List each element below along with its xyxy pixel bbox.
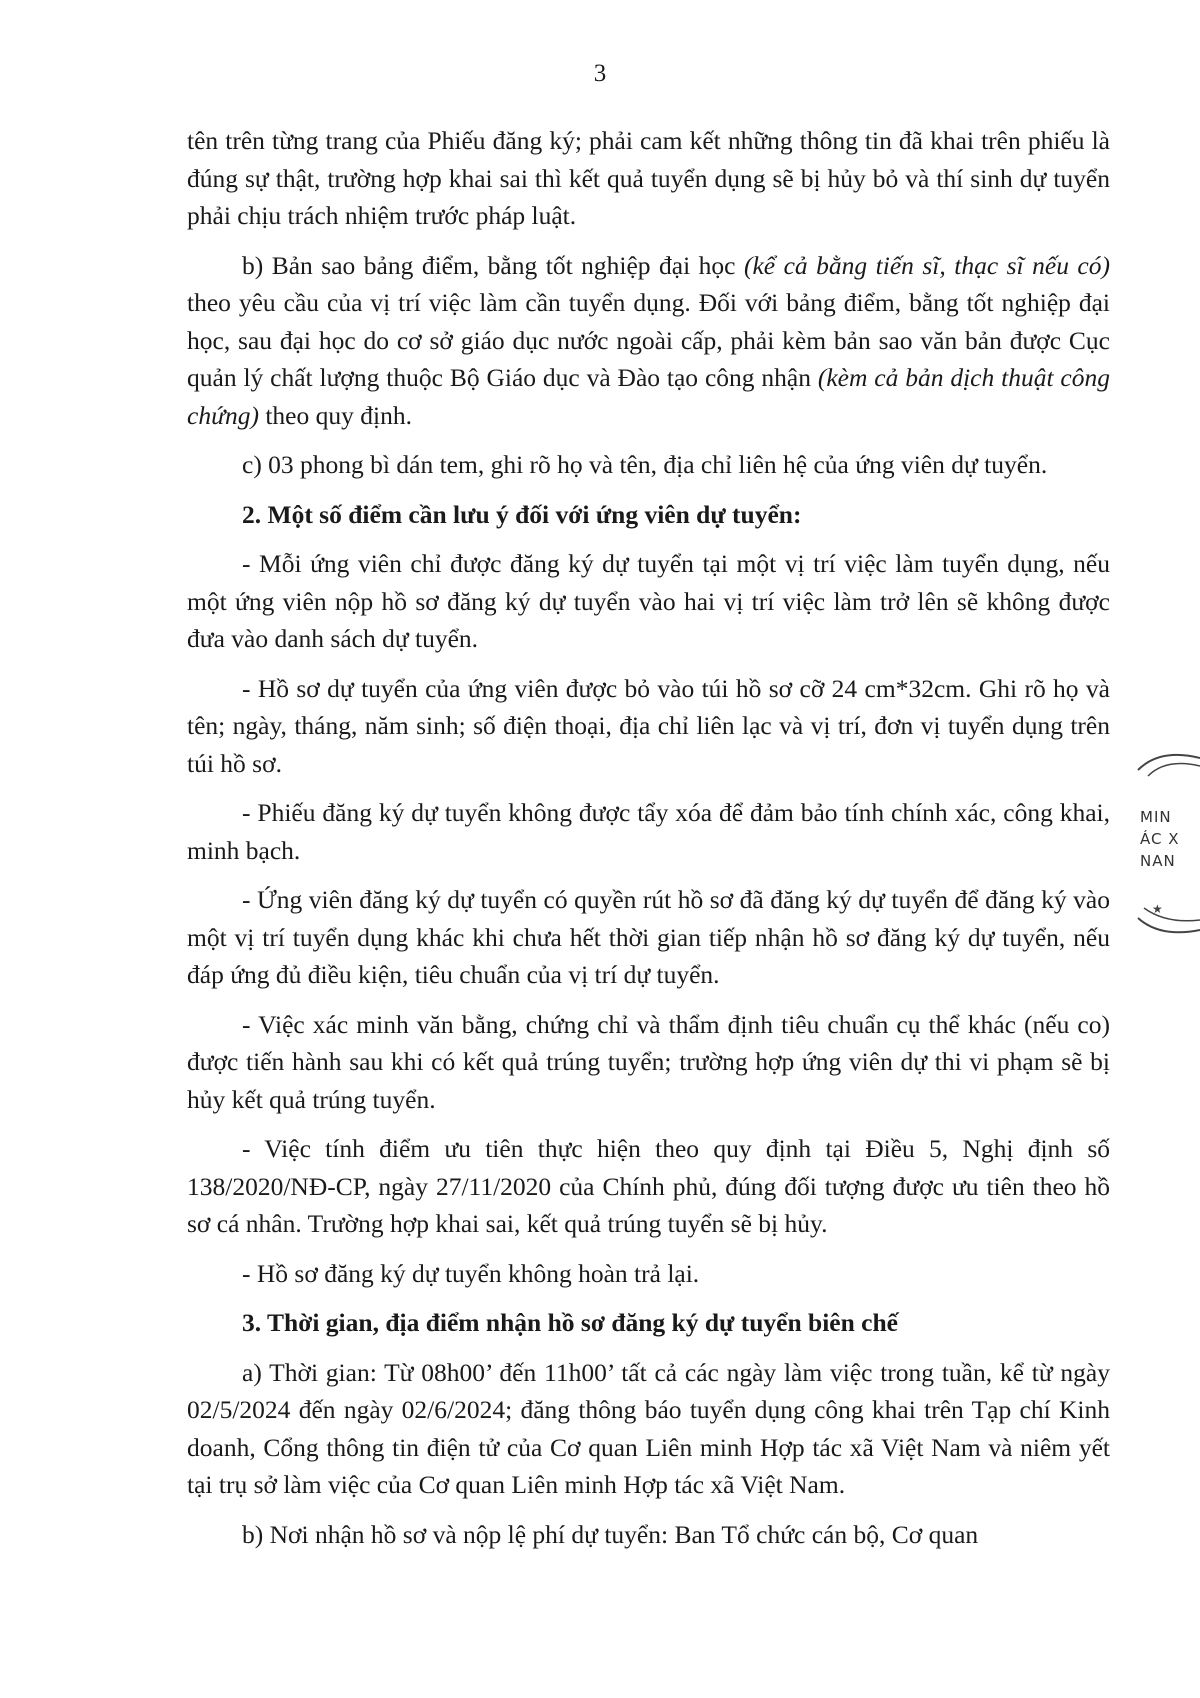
item-b-text-1: b) Bản sao bảng điểm, bằng tốt nghiệp đại học <box>242 250 744 280</box>
page-number: 3 <box>593 60 607 87</box>
item-b-text-2: theo yêu cầu của vị trí việc làm cần tuyển dụng. Đối với bảng điểm, bằng tốt nghiệp đại học, sau đại học do cơ sở giáo dục nước ngoài cấp, phải kèm bản sao văn bản được Cục quản lý chất lượng thuộc Bộ Giáo dục và Đào tạo công nhận <box>187 288 1110 392</box>
bullet-3: - Phiếu đăng ký dự tuyển không được tẩy xóa để đảm bảo tính chính xác, công khai, minh bạch. <box>187 798 1110 865</box>
item-b-text-3: theo quy định. <box>258 400 412 430</box>
bullet-6: - Việc tính điểm ưu tiên thực hiện theo quy định tại Điều 5, Nghị định số 138/2020/NĐ-CP, ngày 27/11/2020 của Chính phủ, đúng đối tượng được ưu tiên theo hồ sơ cá nhân. Trường hợp khai sai, kết quả trúng tuyển sẽ bị hủy. <box>187 1134 1110 1238</box>
document-body <box>187 122 1110 1565</box>
bullet-1: - Mỗi ứng viên chỉ được đăng ký dự tuyển tại một vị trí việc làm tuyển dụng, nếu một ứng viên nộp hồ sơ đăng ký dự tuyển vào hai vị trí việc làm trở lên sẽ không được đưa vào danh sách dự tuyển. <box>187 549 1110 653</box>
bullet-5: - Việc xác minh văn bằng, chứng chỉ và thẩm định tiêu chuẩn cụ thể khác (nếu co) được tiến hành sau khi có kết quả trúng tuyển; trường hợp ứng viên dự thi vi phạm sẽ bị hủy kết quả trúng tuyển. <box>187 1009 1110 1114</box>
paragraph-place: b) Nơi nhận hồ sơ và nộp lệ phí dự tuyển: Ban Tổ chức cán bộ, Cơ quan <box>242 1519 979 1549</box>
item-b-italic-1: (kể cả bằng tiến sĩ, thạc sĩ nếu có) <box>743 250 1110 280</box>
bullet-2: - Hồ sơ dự tuyển của ứng viên được bỏ vào túi hồ sơ cỡ 24 cm*32cm. Ghi rõ họ và tên; ngày, tháng, năm sinh; số điện thoại, địa chỉ liên lạc và vị trí, đơn vị tuyển dụng trên túi hồ sơ. <box>187 673 1110 778</box>
seal-text: MIN ÁC X NAN <box>1140 808 1180 870</box>
paragraph-item-c: c) 03 phong bì dán tem, ghi rõ họ và tên, địa chỉ liên hệ của ứng viên dự tuyển. <box>242 450 1048 479</box>
bullet-4: - Ứng viên đăng ký dự tuyển có quyền rút hồ sơ đã đăng ký dự tuyển để đăng ký vào một vị trí tuyển dụng khác khi chưa hết thời gian tiếp nhận hồ sơ đăng ký dự tuyển, nếu đáp ứng đủ điều kiện, tiêu chuẩn của vị trí dự tuyển. <box>187 885 1110 989</box>
section-heading-3: 3. Thời gian, địa điểm nhận hồ sơ đăng ký dự tuyển biên chế <box>242 1308 898 1337</box>
bullet-7: - Hồ sơ đăng ký dự tuyển không hoàn trả lại. <box>242 1258 700 1288</box>
paragraph-item-b <box>187 247 1110 435</box>
section-heading-2: 2. Một số điểm cần lưu ý đối với ứng viên dự tuyển: <box>242 499 802 529</box>
item-b-italic-2: (kèm cả bản dịch thuật công chứng) <box>187 363 1110 430</box>
paragraph-continuation: tên trên từng trang của Phiếu đăng ký; phải cam kết những thông tin đã khai trên phiếu là đúng sự thật, trường hợp khai sai thì kết quả tuyển dụng sẽ bị hủy bỏ và thí sinh dự tuyển phải chịu trách nhiệm trước pháp luật. <box>187 126 1110 230</box>
paragraph-time: a) Thời gian: Từ 08h00’ đến 11h00’ tất cả các ngày làm việc trong tuần, kể từ ngày 02/5/2024 đến ngày 02/6/2024; đăng thông báo tuyển dụng công khai trên Tạp chí Kinh doanh, Cổng thông tin điện tử của Cơ quan Liên minh Hợp tác xã Việt Nam và niêm yết tại trụ sở làm việc của Cơ quan Liên minh Hợp tác xã Việt Nam. <box>187 1357 1110 1499</box>
partial-seal-stamp <box>1130 748 1200 948</box>
svg-text:★: ★ <box>1152 902 1163 916</box>
